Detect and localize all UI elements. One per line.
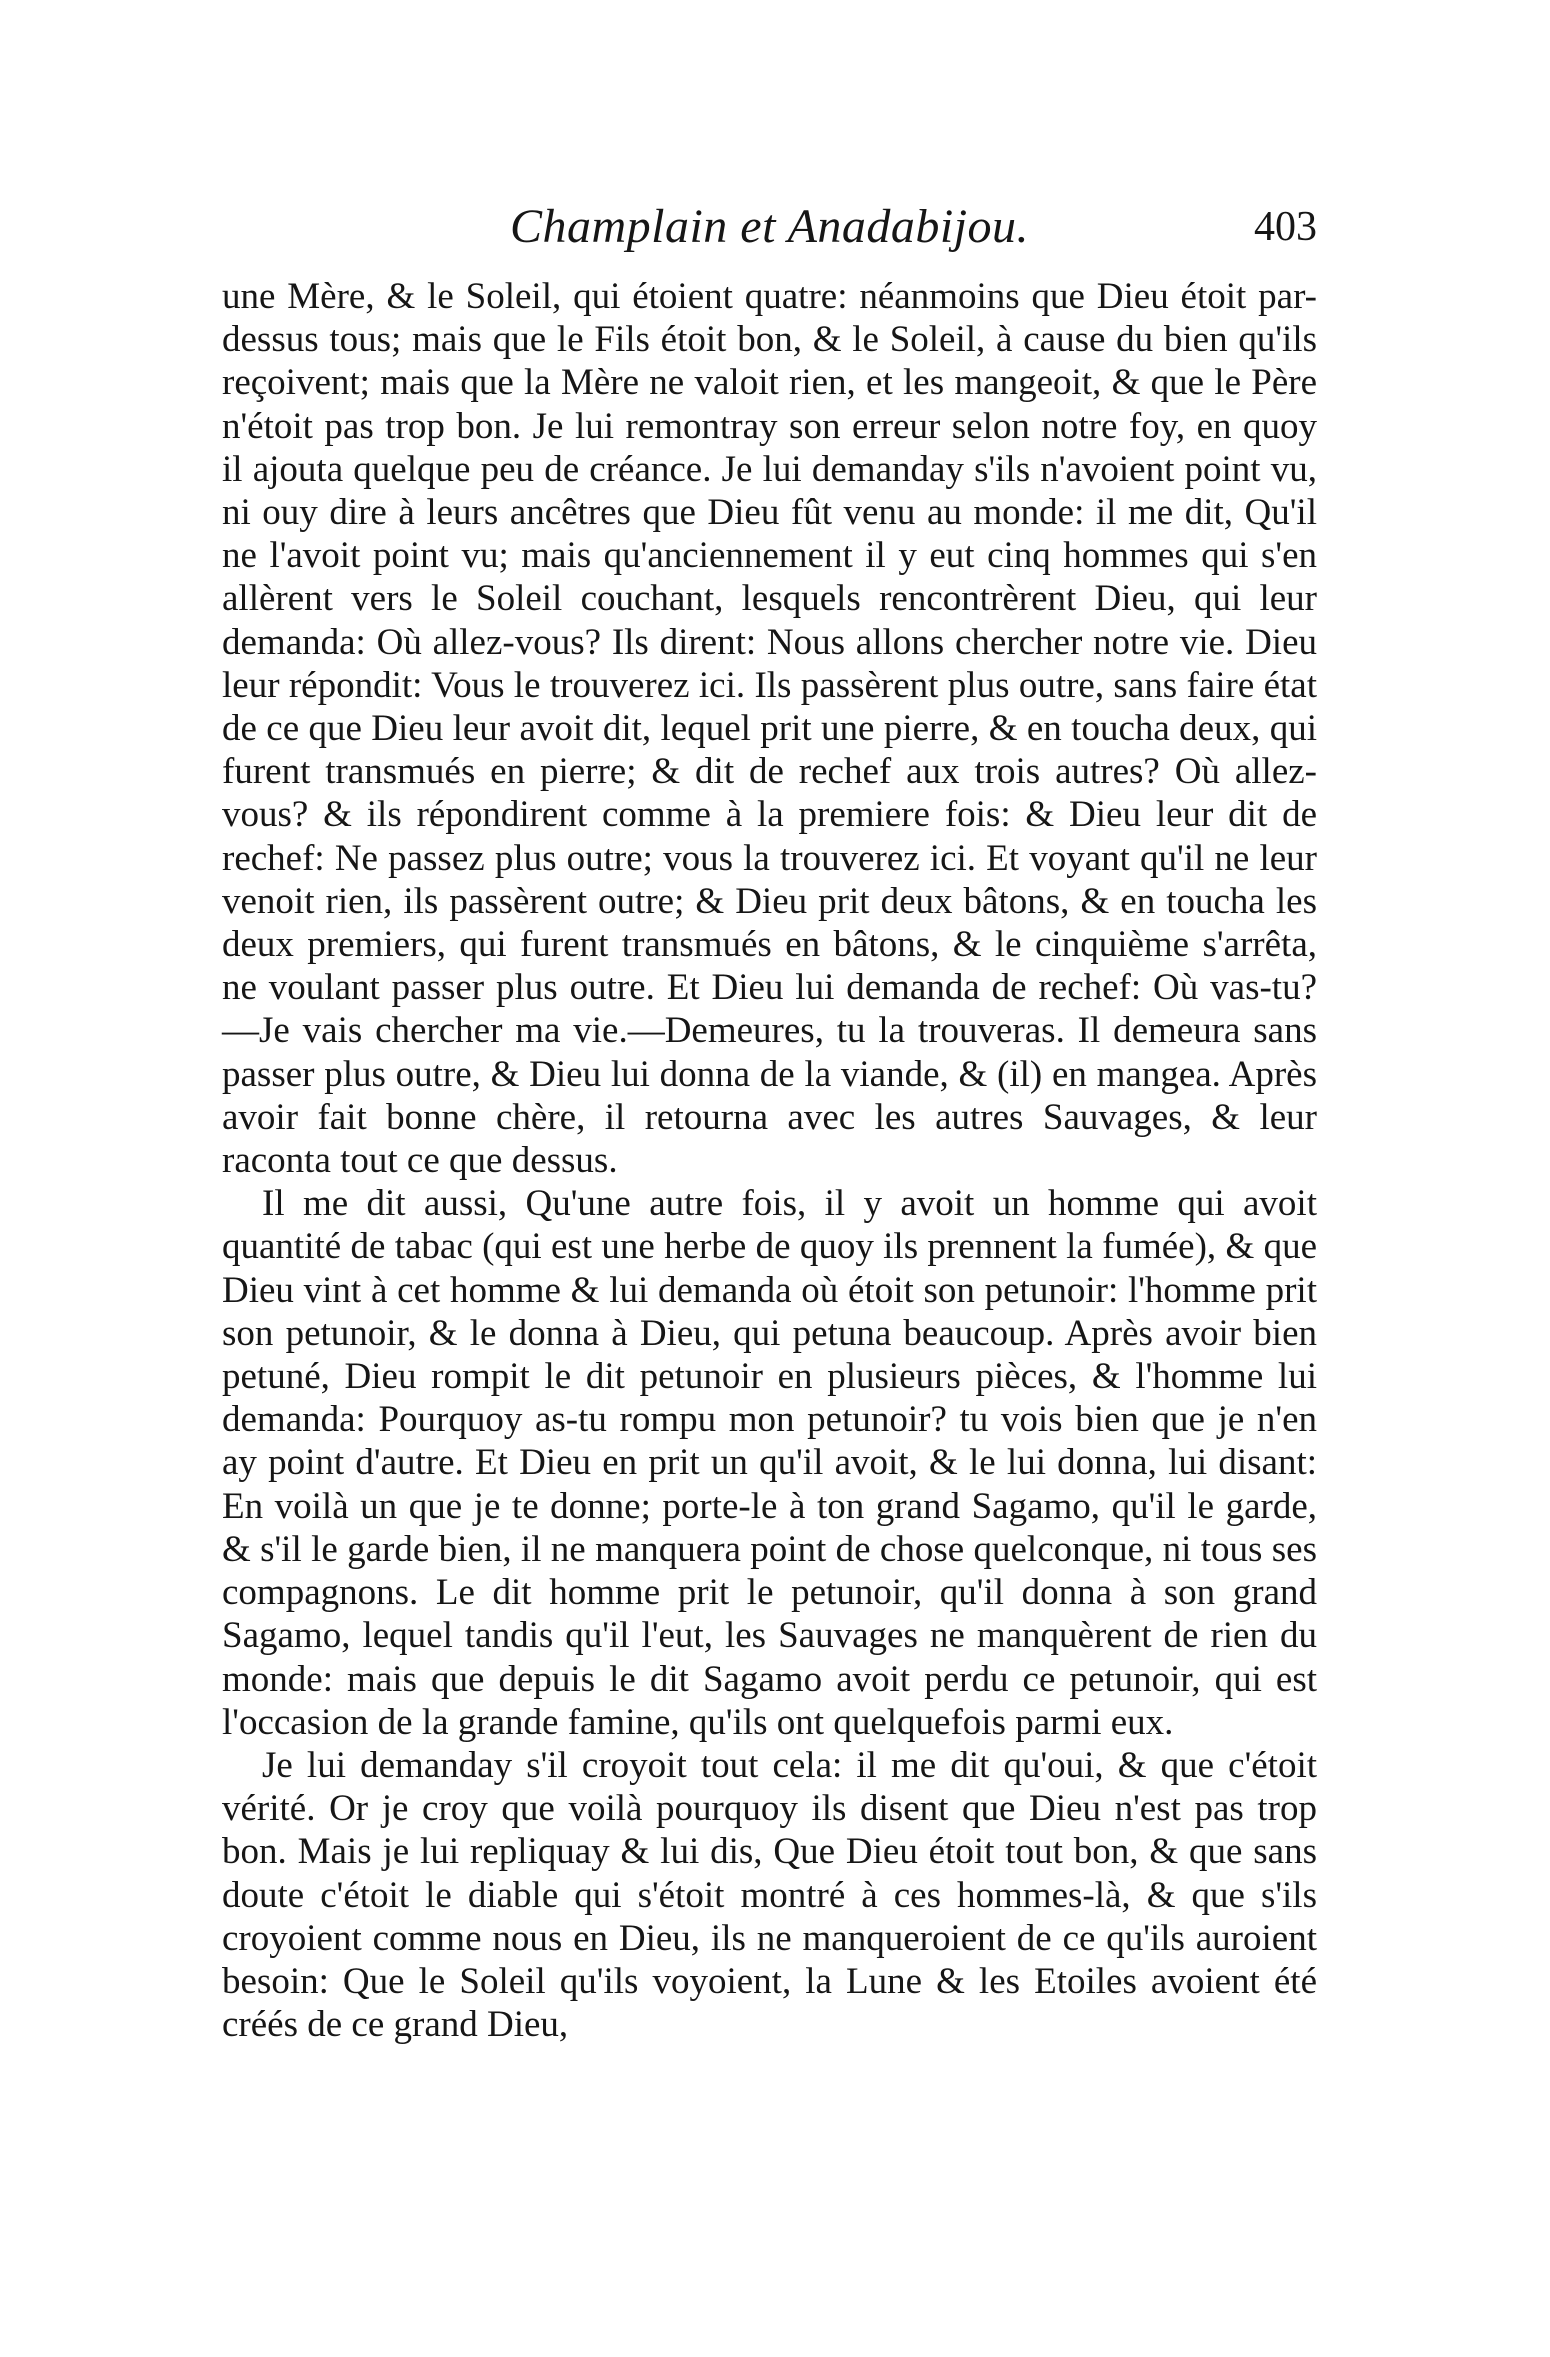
body-text — [222, 275, 1317, 2046]
running-title: Champlain et Anadabijou. — [509, 200, 1030, 253]
page-number: 403 — [1254, 204, 1317, 250]
paragraph-3: Je lui demanday s'il croyoit tout cela: il me dit qu'oui, & que c'étoit vérité. Or je croy que voilà pourquoy ils disent que Dieu n'est pas trop bon. Mais je lui repliquay & lui dis, Que Dieu étoit tout bon, & que sans doute c'étoit le diable qui s'étoit montré à ces hommes-là, & que s'ils croyoient comme nous en Dieu, ils ne manqueroient de ce qu'ils auroient besoin: Que le Soleil qu'ils voyoient, la Lune & les Etoiles avoient été créés de ce grand Dieu, — [222, 1744, 1317, 2046]
page-header — [222, 192, 1317, 262]
paragraph-2: Il me dit aussi, Qu'une autre fois, il y avoit un homme qui avoit quantité de tabac (qui est une herbe de quoy ils prennent la fumée), & que Dieu vint à cet homme & lui demanda où étoit son petunoir: l'homme prit son petunoir, & le donna à Dieu, qui petuna beaucoup. Après avoir bien petuné, Dieu rompit le dit petunoir en plusieurs pièces, & l'homme lui demanda: Pourquoy as-tu rompu mon petunoir? tu vois bien que je n'en ay point d'autre. Et Dieu en prit un qu'il avoit, & le lui donna, lui disant: En voilà un que je te donne; porte-le à ton grand Sagamo, qu'il le garde, & s'il le garde bien, il ne manquera point de chose quelconque, ni tous ses compagnons. Le dit homme prit le petunoir, qu'il donna à son grand Sagamo, lequel tandis qu'il l'eut, les Sauvages ne manquèrent de rien du monde: mais que depuis le dit Sagamo avoit perdu ce petunoir, qui est l'occasion de la grande famine, qu'ils ont quelquefois parmi eux. — [222, 1183, 1317, 1743]
paragraph-1: une Mère, & le Soleil, qui étoient quatre: néanmoins que Dieu étoit par-dessus tous; mais que le Fils étoit bon, & le Soleil, à cause du bien qu'ils reçoivent; mais que la Mère ne valoit rien, et les mangeoit, & que le Père n'étoit pas trop bon. Je lui remontray son erreur selon notre foy, en quoy il ajouta quelque peu de créance. Je lui demanday s'ils n'avoient point vu, ni ouy dire à leurs ancêtres que Dieu fût venu au monde: il me dit, Qu'il ne l'avoit point vu; mais qu'anciennement il y eut cinq hommes qui s'en allèrent vers le Soleil couchant, lesquels rencontrèrent Dieu, qui leur demanda: Où allez-vous? Ils dirent: Nous allons chercher notre vie. Dieu leur répondit: Vous le trouverez ici. Ils passèrent plus outre, sans faire état de ce que Dieu leur avoit dit, lequel prit une pierre, & en toucha deux, qui furent transmués en pierre; & dit de rechef aux trois autres? Où allez-vous? & ils répondirent comme à la premiere fois: & Dieu leur dit de rechef: Ne passez plus outre; vous la trouverez ici. Et voyant qu'il ne leur venoit rien, ils passèrent outre; & Dieu prit deux bâtons, & en toucha les deux premiers, qui furent transmués en bâtons, & le cinquième s'arrêta, ne voulant passer plus outre. Et Dieu lui demanda de rechef: Où vas-tu?—Je vais chercher ma vie.—Demeures, tu la trouveras. Il demeura sans passer plus outre, & Dieu lui donna de la viande, & (il) en mangea. Après avoir fait bonne chère, il retourna avec les autres Sauvages, & leur raconta tout ce que dessus. — [222, 276, 1317, 1182]
